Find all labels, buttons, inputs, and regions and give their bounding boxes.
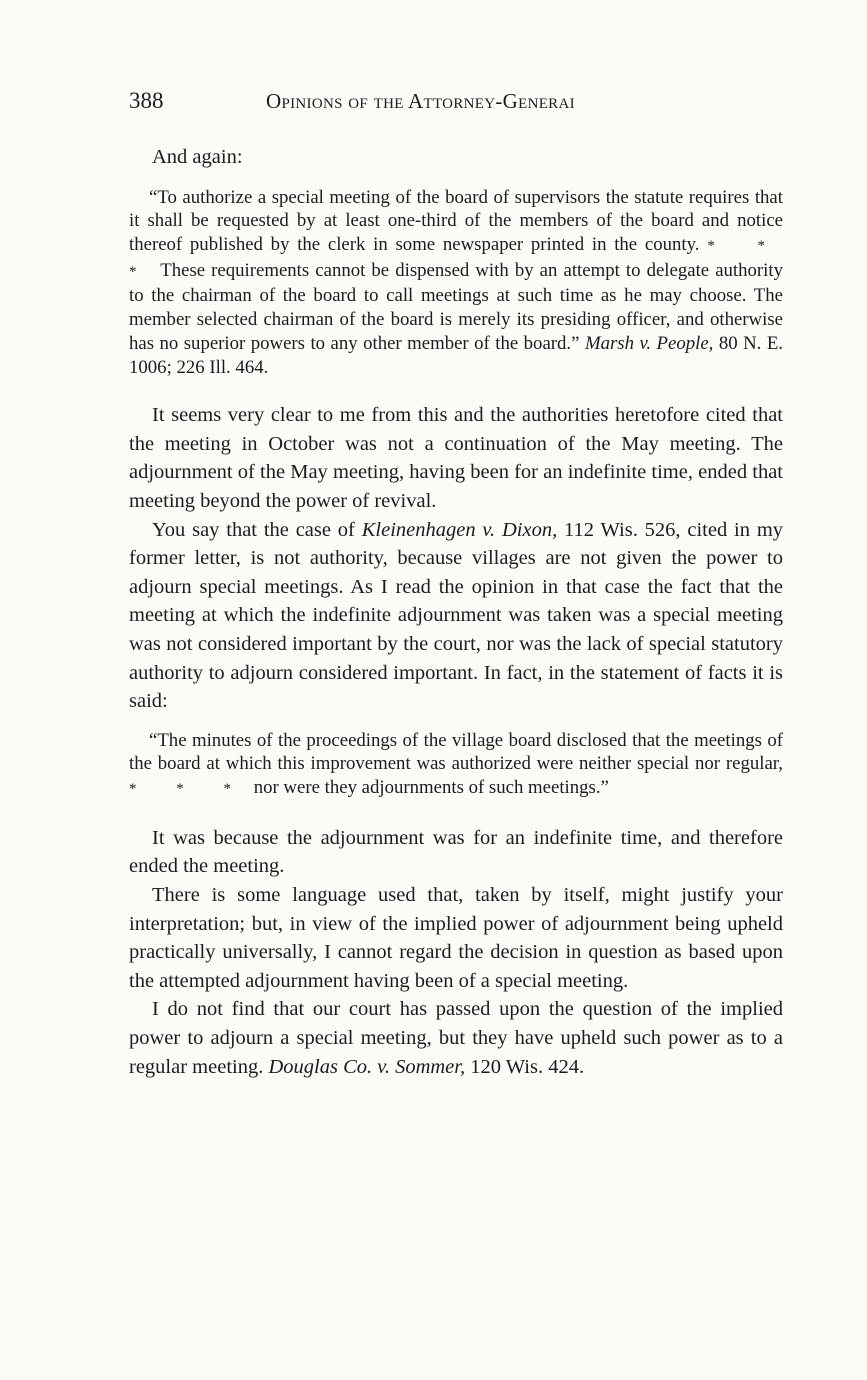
paragraph-indefinite-time: It was because the adjournment was for an indefinite time, and therefore ended the meeting. — [129, 826, 783, 878]
citation-douglas: 120 Wis. 424. — [470, 1055, 585, 1078]
quote-text: “To authorize a special meeting of the board of supervisors the statute requires that it shall be requested by at least one-third of the members of the board and notice thereof published by the clerk in some newspaper printed in the county. — [129, 186, 783, 255]
running-title: Opinions of the Attorney-Generai — [266, 89, 575, 113]
paragraph-kleinenhagen — [129, 516, 783, 716]
ellipsis-stars: * * * — [129, 781, 249, 798]
quote-text-continued: nor were they adjournments of such meetings.” — [253, 777, 609, 799]
page-body — [129, 143, 783, 1081]
citation-marsh: 80 N. E. 1006; 226 Ill. 464. — [129, 332, 783, 378]
paragraph-text: You say that the case of — [152, 518, 355, 541]
quote-text-continued: These requirements cannot be dispensed with by an attempt to delegate authority to the chairman of the board to call meetings at such time as he may choose. The member selected chairman of the board is merely its presiding officer, and otherwise has no superior powers to any other member of the board.” — [129, 259, 784, 354]
paragraph-text-continued: 112 Wis. 526, cited in my former letter, is not authority, because villages are not given the power to adjourn special meetings. As I read the opinion in that case the fact that the meeting at which the indefinite adjournment was taken was a special meeting was not considered important by the court, nor was the lack of special statutory authority to adjourn considered important. In fact, in the statement of facts it is said: — [129, 518, 784, 713]
paragraph-text: I do not find that our court has passed upon the question of the implied power to adjourn a special meeting, but they have upheld such power as to a regular meeting. — [129, 998, 783, 1078]
block-quote-village-board — [129, 729, 783, 802]
page-header — [129, 88, 783, 120]
block-quote-marsh — [129, 186, 783, 380]
paragraph-october-meeting: It seems very clear to me from this and the authorities heretofore cited that the meeting in October was not a continuation of the May meeting. The adjournment of the May meeting, having been for an indefinite time, ended that meeting beyond the power of revival. — [129, 404, 783, 512]
page-number: 388 — [129, 88, 164, 113]
case-name-douglas: Douglas Co. v. Sommer, — [268, 1055, 466, 1078]
intro-line: And again: — [152, 146, 243, 168]
paragraph-regular-meeting — [129, 995, 783, 1081]
quote-text: “The minutes of the proceedings of the village board disclosed that the meetings of the board at which this improvement was authorized were neither special nor regular, — [129, 729, 783, 775]
case-name-kleinenhagen: Kleinenhagen v. Dixon, — [361, 518, 558, 541]
case-name-marsh: Marsh v. People, — [584, 332, 714, 354]
paragraph-interpretation: There is some language used that, taken by itself, might justify your interpretation; but, in view of the implied power of adjournment being upheld practically universally, I cannot regard the decision in question as based upon the attempted adjournment having been of a special meeting. — [129, 884, 783, 992]
ellipsis-stars: * * * — [129, 238, 784, 280]
